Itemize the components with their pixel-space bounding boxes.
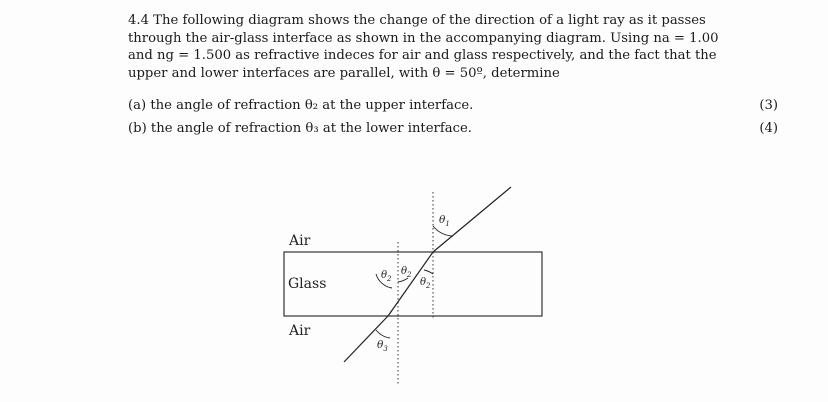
label-air-top: Air — [289, 233, 311, 249]
problem-text: 4.4 The following diagram shows the change of the direction of a light ray as it passes through the air-glass interface as shown in the accompanying diagram. Using na = 1.00 and ng = 1.500 as refractive indeces for air and glass respectively, and the fact that the upper and lower interfaces are parallel, with θ = 50º, determine — [128, 13, 719, 81]
theta2-label-c: $\theta_2$ — [420, 277, 431, 290]
angle-arc-theta3 — [376, 330, 390, 338]
refraction-diagram — [270, 180, 550, 390]
part-b-marks: (4) — [759, 121, 778, 136]
theta1-label: $\theta_1$ — [439, 214, 450, 228]
part-b — [128, 120, 778, 137]
theta2-label-a: $\theta_2$ — [381, 270, 392, 283]
part-a — [128, 97, 778, 114]
label-glass: Glass — [288, 276, 327, 292]
part-a-text: (a) the angle of refraction θ₂ at the upper interface. — [128, 98, 474, 113]
problem-statement — [128, 12, 740, 82]
part-a-marks: (3) — [759, 98, 778, 113]
part-b-text: (b) the angle of refraction θ₃ at the lower interface. — [128, 121, 472, 136]
theta3-label: $\theta_3$ — [377, 339, 388, 353]
theta2-label-b: $\theta_2$ — [401, 266, 412, 279]
label-air-bottom: Air — [289, 323, 311, 339]
angle-arc-theta2-inner — [424, 270, 433, 274]
angle-arc-theta1 — [433, 226, 453, 236]
